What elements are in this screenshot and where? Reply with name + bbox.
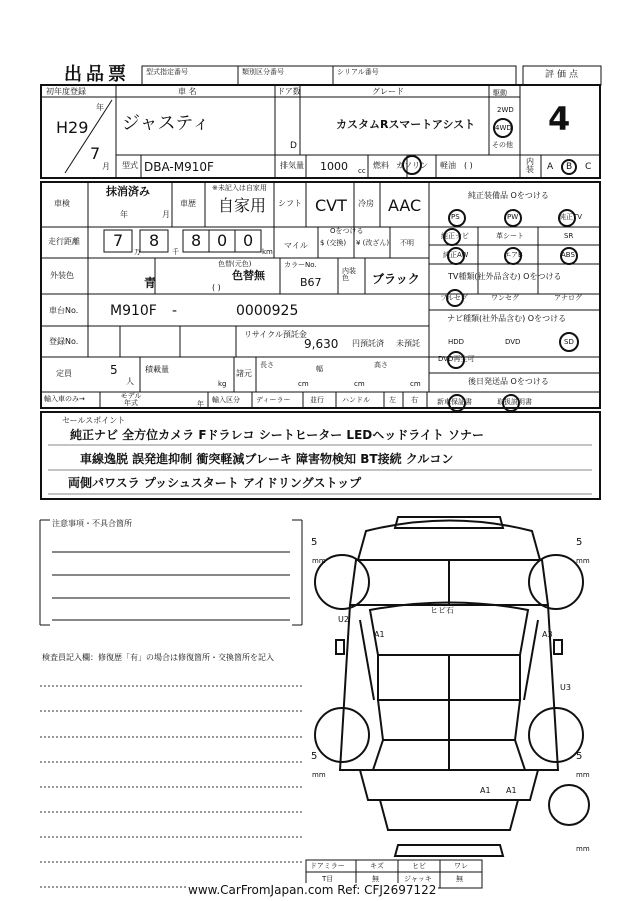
tv-oneseg: ワンセグ [491,294,519,302]
model-type-value: DBA-M910F [144,160,214,174]
exchange-label: $ (交換) [320,239,347,247]
usage-label: 車歴 [180,199,196,208]
tire-depth-rr: 5 [576,751,583,762]
shift-label: シフト [278,199,302,208]
modified-label: ¥ (改ざん) [356,239,390,247]
model-type-label: 型式 [122,161,138,170]
mileage-digit-1: 7 [113,231,124,250]
unknown-label: 不明 [400,239,414,247]
ac-label: 冷房 [358,199,374,208]
drive-label: 駆動 [493,89,507,97]
mm-label-fr: mm [576,557,590,565]
equip-navi: 純正ナビ [441,232,469,240]
equip-leather: 革シート [496,232,524,240]
dvd-play: DVD再生可 [438,355,475,363]
tv-title: TV種類(社外品含む) Oをつける [448,272,562,281]
legend-row2a: T目 [322,875,334,883]
sales-line-1: 純正ナビ 全方位カメラ Fドラレコ シートヒーター LEDヘッドライト ソナー [70,428,485,442]
chassis-prefix: M910F [110,303,157,319]
cm-label-3: cm [410,380,421,388]
form-title: 出品票 [64,64,130,85]
category-label: 類別区分番号 [242,68,284,76]
legend-break: ワレ [454,862,468,870]
grade-label: グレード [372,87,404,96]
left-label: 左 [389,396,396,404]
navi-sd: SD [564,338,574,346]
color-no-value: B67 [300,276,322,289]
mileage-digit-2: 8 [149,231,160,250]
chassis-label: 車台No. [49,306,79,315]
capacity-label: 定員 [56,369,72,378]
equip-aw: 純正AW [443,251,469,259]
mileage-digit-4: 0 [217,231,228,250]
circle-note: Oをつける [330,227,364,235]
mileage-label: 走行距離 [48,237,80,246]
ac-value: AAC [388,196,422,215]
mark-a3: A3 [542,630,553,639]
mark-a1-left: A1 [374,630,385,639]
fuel-label: 燃料 [373,161,389,170]
mileage-digit-3: 8 [191,231,202,250]
score-value: 4 [548,100,571,138]
year-label: 年 [96,103,104,112]
height-label: 高さ [374,361,388,369]
repaint-paren: ( ) [212,283,221,292]
tv-fullseg: フルセグ [440,294,468,302]
mark-a1-rear2: A1 [506,786,517,795]
equip-pw: PW [507,213,519,221]
color-no-label: カラーNo. [284,261,317,269]
shift-value: CVT [315,196,347,215]
windshield-note: ヒビ石 [430,606,454,615]
load-label: 積載量 [145,365,169,374]
repaint-value: 色替無 [232,269,265,282]
drive-4wd: 4WD [495,124,512,132]
diesel-paren: ( ) [464,161,473,170]
interior-c: C [585,162,592,172]
color-label: 外装色 [50,271,74,280]
import-label: 輸入車のみ→ [44,395,85,403]
car-name-label: 車 名 [178,87,197,96]
footer-watermark: www.CarFromJapan.com Ref: CFJ2697122 [188,883,437,897]
inspection-month: 月 [162,210,170,219]
later-manual: 新車保証書 [437,398,472,406]
interior-a: A [547,162,554,172]
month-label: 月 [102,162,110,171]
fuel-value: ガソリン [396,161,428,170]
equip-abs: ABS [561,251,575,259]
inspection-label: 車検 [54,199,70,208]
usage-value: 自家用 [218,196,267,215]
later-title: 後日発送品 Oをつける [468,377,549,386]
drive-other: その他 [492,141,513,149]
mark-u2: U2 [338,615,349,624]
recycle-unpaid: 未預託 [396,339,420,348]
model-code-label: 型式指定番号 [146,68,188,76]
legend-scratch: キズ [370,862,384,870]
sales-line-2: 車線逸脱 誤発進抑制 衝突軽減ブレーキ 障害物検知 BT接続 クルコン [80,452,454,466]
diesel-label: 軽油 [440,161,456,170]
kg-label: kg [218,380,227,388]
recycle-unit: 円預託済 [352,339,384,348]
legend-row2b: 無 [372,875,379,883]
chassis-dash: - [172,303,178,319]
capacity-value: 5 [110,363,118,377]
legend-row2d: 無 [456,875,463,883]
recycle-value: 9,630 [304,337,339,351]
unregistered-note: ※未記入は自家用 [212,184,267,192]
model-year-label: モデル年式 [120,392,142,407]
cc-label: cc [358,167,366,175]
right-label: 右 [411,396,418,404]
serial-label: シリアル番号 [337,68,379,76]
navi-dvd: DVD [505,338,521,346]
model-year-unit: 年 [197,400,204,408]
doors-value: D [290,141,297,151]
tire-depth-rl: 5 [311,751,318,762]
dealer-label: ディーラー [256,396,291,404]
equip-sr: SR [564,232,574,240]
mm-label-fl: mm [312,557,326,565]
mm-label-spare: mm [576,845,590,853]
drive-2wd: 2WD [497,106,514,114]
equip-ps: PS [451,213,460,221]
sen-label: 千 [172,248,179,256]
legend-row2c: ジャッキ [404,875,432,883]
sales-line-3: 両側パワスラ プッシュスタート アイドリングストップ [68,476,362,490]
mm-label-rr: mm [576,771,590,779]
first-reg-label: 初年度登録 [46,87,86,96]
parallel-label: 並行 [310,396,324,404]
interior-label: 内装 [526,157,534,174]
tv-analog: アナログ [554,294,582,302]
width-label: 幅 [316,365,323,373]
legend-mirror: ドアミラー [310,862,345,870]
first-reg-year: H29 [56,118,89,137]
inspector-label: 検査員記入欄：修復歴「有」の場合は修復箇所・交換箇所を記入 [42,653,274,662]
displacement-label: 排気量 [280,161,304,170]
equip-title: 純正装備品 Oをつける [468,191,549,200]
color-value: 青 [144,276,157,290]
inspection-value: 抹消済み [106,185,150,198]
dim-label: 諸元 [236,369,252,378]
mark-a1-rear1: A1 [480,786,491,795]
displacement-value: 1000 [320,160,348,173]
import-type-label: 輸入区分 [212,396,240,404]
inspection-year: 年 [120,210,128,219]
tire-depth-fr: 5 [576,537,583,548]
later-booklet: 取扱説明書 [497,398,532,406]
interior-b: B [566,162,573,172]
interior-color-label: 内装色 [342,267,356,282]
length-label: 長さ [260,361,274,369]
sales-label: セールスポイント [62,416,126,425]
mark-u3: U3 [560,683,571,692]
man-label: 万 [134,248,141,256]
tire-depth-fl: 5 [311,537,318,548]
equip-airbag: エアB [504,251,523,259]
mm-label-rl: mm [312,771,326,779]
car-name: ジャスティ [122,113,210,134]
reg-no-label: 登録No. [49,337,79,346]
capacity-unit: 人 [126,377,134,386]
cm-label-2: cm [354,380,365,388]
grade-value: カスタムRスマートアシスト [336,118,476,131]
mileage-digit-5: 0 [243,231,254,250]
chassis-number: 0000925 [236,303,299,319]
interior-color-value: ブラック [372,272,420,286]
equip-tv: 純正TV [559,213,583,221]
navi-title: ナビ種類(社外品含む) Oをつける [447,314,567,323]
mile-label: マイル [284,241,308,250]
first-reg-month: 7 [90,144,101,163]
legend-crack: ヒビ [412,862,426,870]
caution-label: 注意事項・不具合箇所 [52,519,132,528]
recycle-label: リサイクル預託金 [244,330,307,339]
cm-label-1: cm [298,380,309,388]
handle-label: ハンドル [342,396,370,404]
doors-label: ドア数 [277,87,301,96]
navi-hdd: HDD [448,338,465,346]
repaint-label: 色替(元色) [218,260,252,268]
km-label: km [262,248,273,256]
score-label: 評価点 [545,70,582,80]
